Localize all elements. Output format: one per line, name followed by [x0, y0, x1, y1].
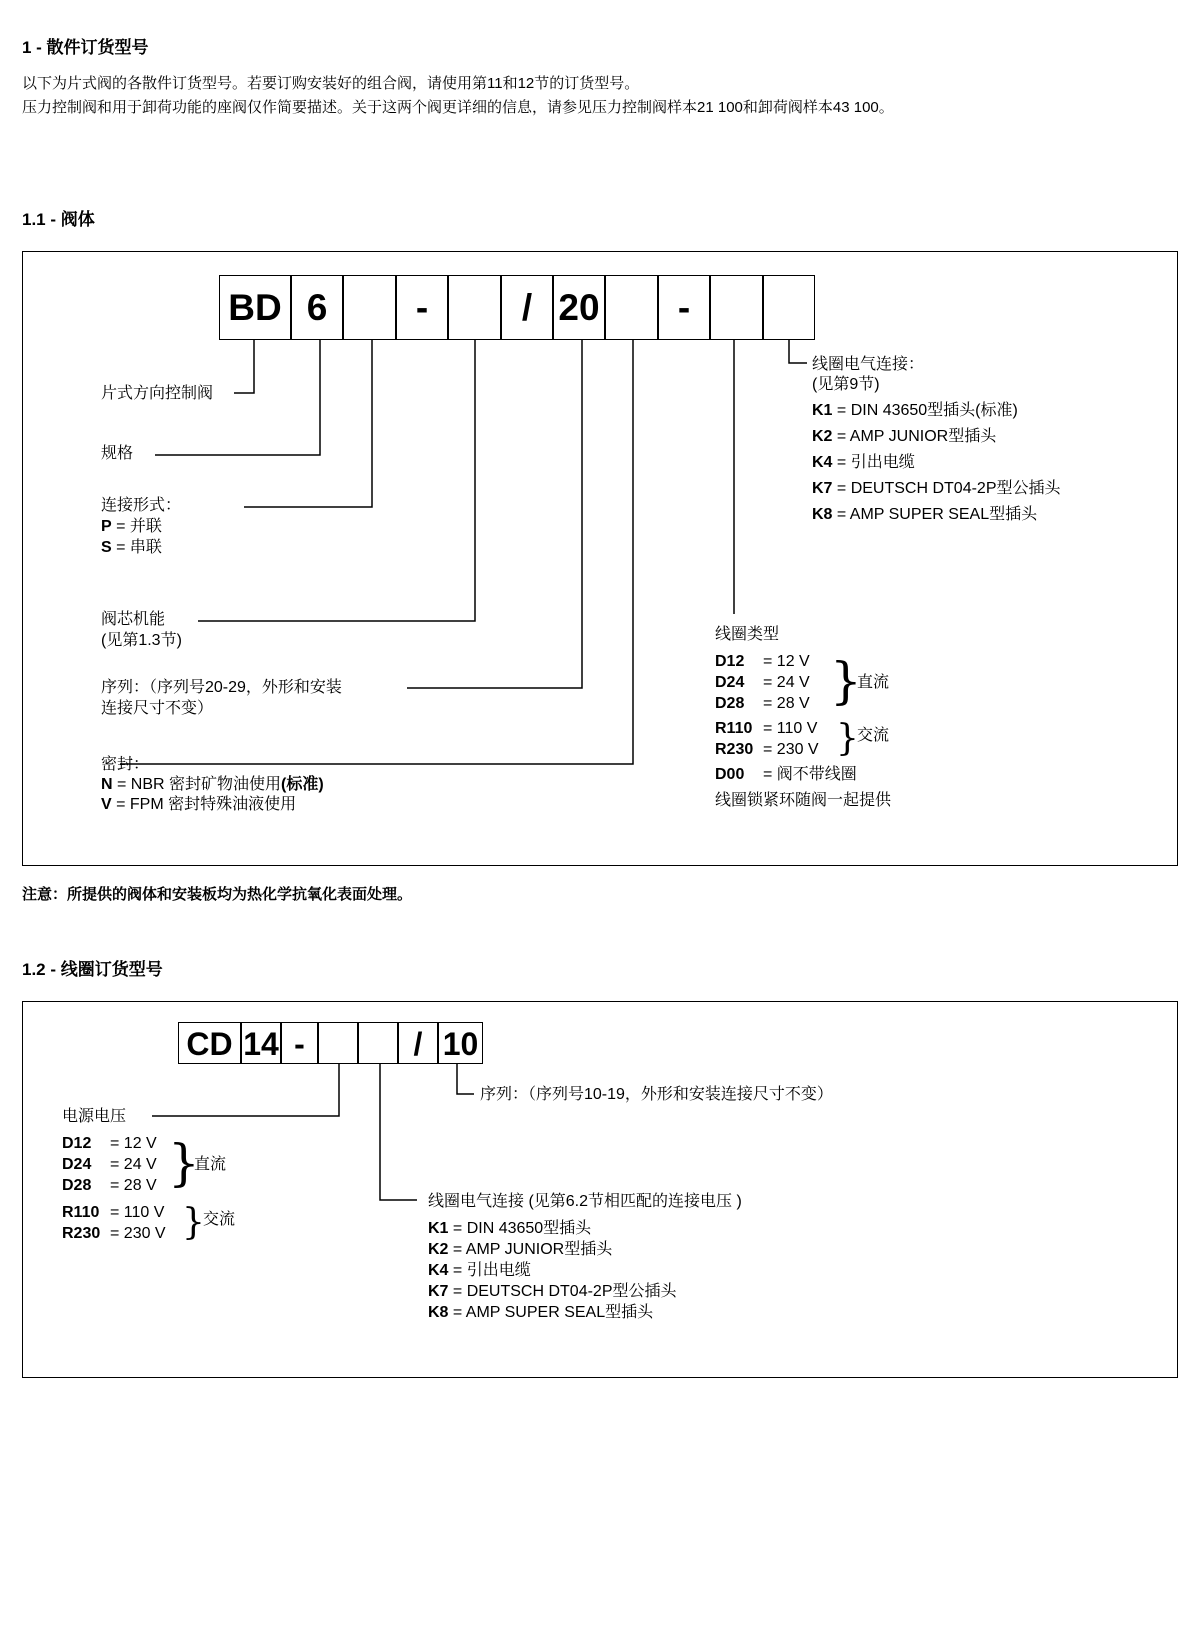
code-cell-dash-1: -	[396, 275, 448, 340]
coil-type-note: 线圈锁紧环随阀一起提供	[715, 792, 892, 809]
coil-code-cell-dash: -	[281, 1022, 318, 1064]
coil-type-r230: R230 = 230 V	[715, 741, 819, 758]
label-series-line-1: 序列：（序列号20-29，外形和安装	[101, 679, 342, 696]
coil-type-d00: D00 = 阀不带线圈	[715, 766, 857, 783]
coil-connection-2-title: 线圈电气连接 (见第6.2节相匹配的连接电压 )	[428, 1193, 742, 1210]
code-cell-dash-2: -	[658, 275, 710, 340]
coil-type-ac-label: 交流	[857, 727, 890, 744]
label-connection-title: 连接形式：	[101, 497, 182, 514]
coil-code-cell-14: 14	[241, 1022, 281, 1064]
code-cell-series: 20	[553, 275, 605, 340]
coil-connection-k2: K2 = AMP JUNIOR型插头	[812, 428, 997, 445]
coil-connection-k8: K8 = AMP SUPER SEAL型插头	[812, 506, 1038, 523]
surface-treatment-note: 注意：所提供的阀体和安装板均为热化学抗氧化表面处理。	[22, 886, 413, 903]
coil-type-dc-label: 直流	[857, 674, 890, 691]
voltage-r110: R110 = 110 V	[62, 1204, 165, 1221]
label-valve-type: 片式方向控制阀	[101, 385, 214, 402]
label-size: 规格	[101, 445, 134, 462]
coil-code-cell-slash: /	[398, 1022, 438, 1064]
voltage-ac-label: 交流	[203, 1211, 236, 1228]
voltage-title: 电源电压	[62, 1108, 127, 1125]
coil-connection-k7: K7 = DEUTSCH DT04-2P型公插头	[812, 480, 1061, 497]
intro-line-2: 压力控制阀和用于卸荷功能的座阀仅作简要描述。关于这两个阀更详细的信息，请参见压力控制阀样本21 100和卸荷阀样本43 100。	[22, 99, 894, 116]
section-1-title: 1 - 散件订货型号	[22, 38, 149, 57]
voltage-ac-brace: }	[182, 1202, 205, 1243]
voltage-r230: R230 = 230 V	[62, 1225, 166, 1242]
voltage-d12: D12 = 12 V	[62, 1135, 157, 1152]
coil-connection-title: 线圈电气连接：	[812, 356, 925, 373]
coil-type-d28: D28 = 28 V	[715, 695, 810, 712]
code-cell-slash: /	[501, 275, 553, 340]
label-series-line-2: 连接尺寸不变）	[101, 700, 214, 717]
coil-connection-k1: K1 = DIN 43650型插头(标准)	[812, 402, 1018, 419]
coil-type-d24: D24 = 24 V	[715, 674, 810, 691]
code-cell-size: 6	[291, 275, 343, 340]
coil-connection-2-k1: K1 = DIN 43650型插头	[428, 1220, 592, 1237]
intro-line-1: 以下为片式阀的各散件订货型号。若要订购安装好的组合阀，请使用第11和12节的订货型号。	[22, 75, 640, 92]
label-spool-ref: (见第1.3节)	[101, 632, 182, 649]
coil-code-cell-cd: CD	[178, 1022, 241, 1064]
coil-series-label: 序列：（序列号10-19，外形和安装连接尺寸不变）	[480, 1086, 833, 1103]
label-seal-v: V = FPM 密封特殊油液使用	[101, 796, 297, 813]
coil-connection-2-k7: K7 = DEUTSCH DT04-2P型公插头	[428, 1283, 677, 1300]
section-1-1-title: 1.1 - 阀体	[22, 210, 95, 229]
label-seal-n: N = NBR 密封矿物油使用(标准)	[101, 776, 324, 793]
coil-connection-2-k8: K8 = AMP SUPER SEAL型插头	[428, 1304, 654, 1321]
ac-brace: }	[836, 718, 859, 759]
dc-brace: }	[830, 652, 862, 710]
coil-type-d12: D12 = 12 V	[715, 653, 810, 670]
coil-connection-2-k2: K2 = AMP JUNIOR型插头	[428, 1241, 613, 1258]
section-1-2-title: 1.2 - 线圈订货型号	[22, 960, 163, 979]
label-connection-s: S = 串联	[101, 539, 162, 556]
coil-code-cell-series: 10	[438, 1022, 483, 1064]
coil-connection-2-k4: K4 = 引出电缆	[428, 1262, 531, 1279]
label-seal-title: 密封：	[101, 756, 150, 773]
label-spool-title: 阀芯机能	[101, 611, 166, 628]
label-connection-p: P = 并联	[101, 518, 162, 535]
voltage-dc-brace: }	[168, 1134, 200, 1192]
coil-type-title: 线圈类型	[715, 626, 780, 643]
coil-connection-k4: K4 = 引出电缆	[812, 454, 915, 471]
coil-type-r110: R110 = 110 V	[715, 720, 818, 737]
voltage-dc-label: 直流	[194, 1156, 227, 1173]
voltage-d24: D24 = 24 V	[62, 1156, 157, 1173]
coil-connection-ref: (见第9节)	[812, 376, 880, 393]
code-cell-bd: BD	[219, 275, 291, 340]
voltage-d28: D28 = 28 V	[62, 1177, 157, 1194]
